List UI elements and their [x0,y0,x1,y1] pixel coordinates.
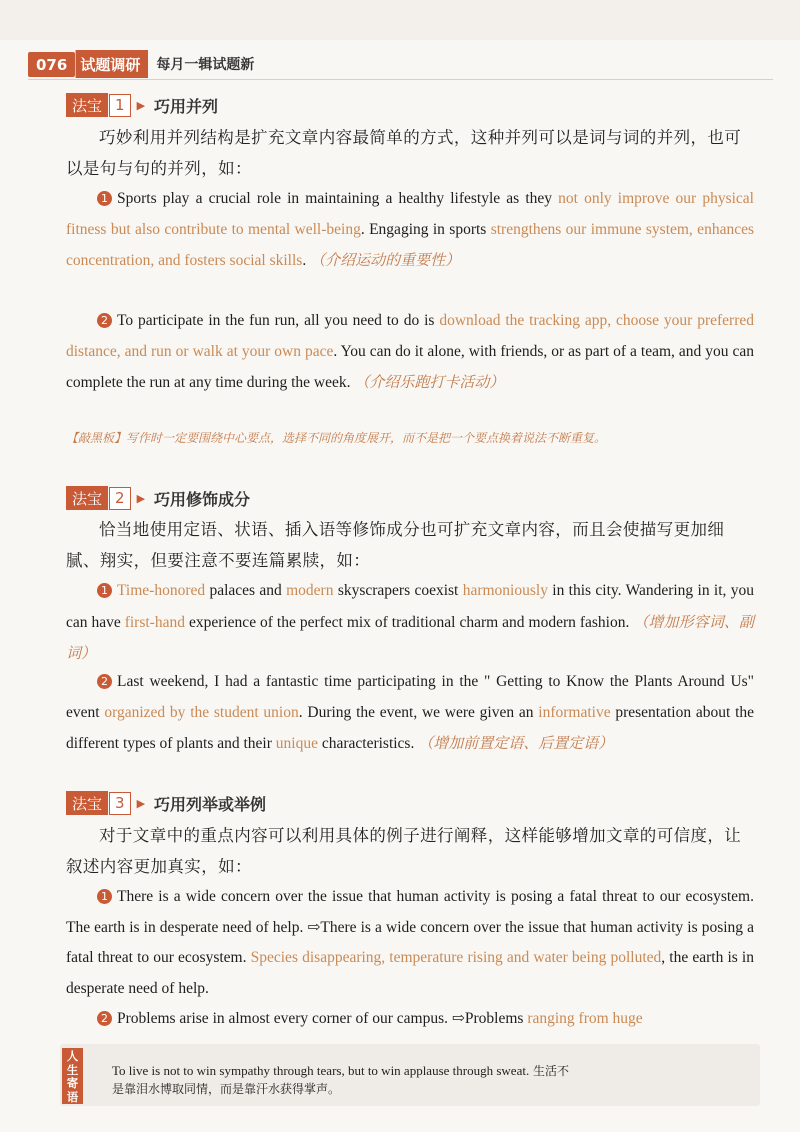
section-number: 2 [109,487,131,510]
motto-chinese-1: 生活不 [529,1064,570,1078]
section-2-heading [66,486,250,510]
header-subtitle: 每月一辑试题新 [156,57,255,73]
example-number-badge: 2 [97,674,112,689]
arrow-right-icon: ⇨ [307,918,321,936]
section-1-example-2: 2 To participate in the fun run, all you need to do is download the tracking app, choose your preferred distance, and run or walk at your own pace. You can do it alone, with friends, or as part of a team, and you can complete the run at any time during the week. （介绍乐跑打卡活动） [66,312,755,391]
section-3-example-2: 2 Problems arise in almost every corner of our campus. ⇨Problems ranging from huge [66,1004,754,1035]
section-2-intro: 恰当地使用定语、状语、插入语等修饰成分也可扩充文章内容，而且会使描写更加细腻、翔实，但要注意不要连篇累牍，如： [66,520,725,570]
header-title: 试题调研 [75,50,148,78]
example-number-badge: 2 [97,1011,112,1026]
section-1-tip: 【敲黑板】写作时一定要围绕中心要点，选择不同的角度展开，而不是把一个要点换着说法不断重复。 [66,431,607,445]
top-margin-band [0,0,800,40]
section-3-intro: 对于文章中的重点内容可以利用具体的例子进行阐释，这样能够增加文章的可信度，让叙述内容更加真实，如： [66,826,742,876]
section-label: 法宝 [66,486,108,510]
example-number-badge: 1 [97,583,112,598]
example-number-badge: 2 [97,313,112,328]
section-label: 法宝 [66,791,108,815]
section-3-heading [66,791,266,815]
section-title: 巧用列举或举例 [154,794,267,814]
section-title: 巧用并列 [154,96,219,116]
play-arrow-icon: ▶ [136,492,146,505]
motto-tab: 人生寄语 [62,1048,83,1104]
play-arrow-icon: ▶ [136,797,146,810]
motto-english: To live is not to win sympathy through tears, but to win applause through sweat. [112,1063,530,1078]
section-1-intro: 巧妙利用并列结构是扩充文章内容最简单的方式，这种并列可以是词与词的并列，也可以是句与句的并列，如： [66,128,742,178]
section-label: 法宝 [66,93,108,117]
section-1-example-1: 1 Sports play a crucial role in maintaining a healthy lifestyle as they not only improve our physical fitness but also contribute to mental well-being. Engaging in sports strengthens our immune system, enhances concentration, and fosters social skills. （介绍运动的重要性） [66,190,754,269]
section-title: 巧用修饰成分 [154,489,251,509]
header-divider [28,79,773,80]
page-number: 076 [28,52,75,77]
section-2-example-1: 1 Time-honored palaces and modern skyscrapers coexist harmoniously in this city. Wandering in it, you can have first-hand experience of the perfect mix of traditional charm and modern fashion. （增加形容词、副词） [66,582,754,662]
section-number: 1 [109,94,131,117]
example-number-badge: 1 [97,191,112,206]
section-2-example-2: 2 Last weekend, I had a fantastic time participating in the " Getting to Know the Plants Around Us" event organized by the student union. During the event, we were given an informative presentation about the different types of plants and their unique characteristics. （增加前置定语、后置定语） [66,673,755,752]
section-3-example-1: 1 There is a wide concern over the issue that human activity is posing a fatal threat to our ecosystem. The earth is in desperate need of help. ⇨There is a wide concern over the issue that human activity is posing a fatal threat to our ecosystem. Species disappearing, temperature rising and water being polluted, the earth is in desperate need of help. [66,888,754,997]
page-header [28,50,254,78]
example-number-badge: 1 [97,889,112,904]
play-arrow-icon: ▶ [136,99,146,112]
section-1-heading [66,93,218,117]
footer-motto-text [112,1062,712,1098]
arrow-right-icon: ⇨ [451,1010,465,1027]
motto-chinese-2: 是靠泪水博取同情，而是靠汗水获得掌声。 [112,1082,341,1096]
section-number: 3 [109,792,131,815]
